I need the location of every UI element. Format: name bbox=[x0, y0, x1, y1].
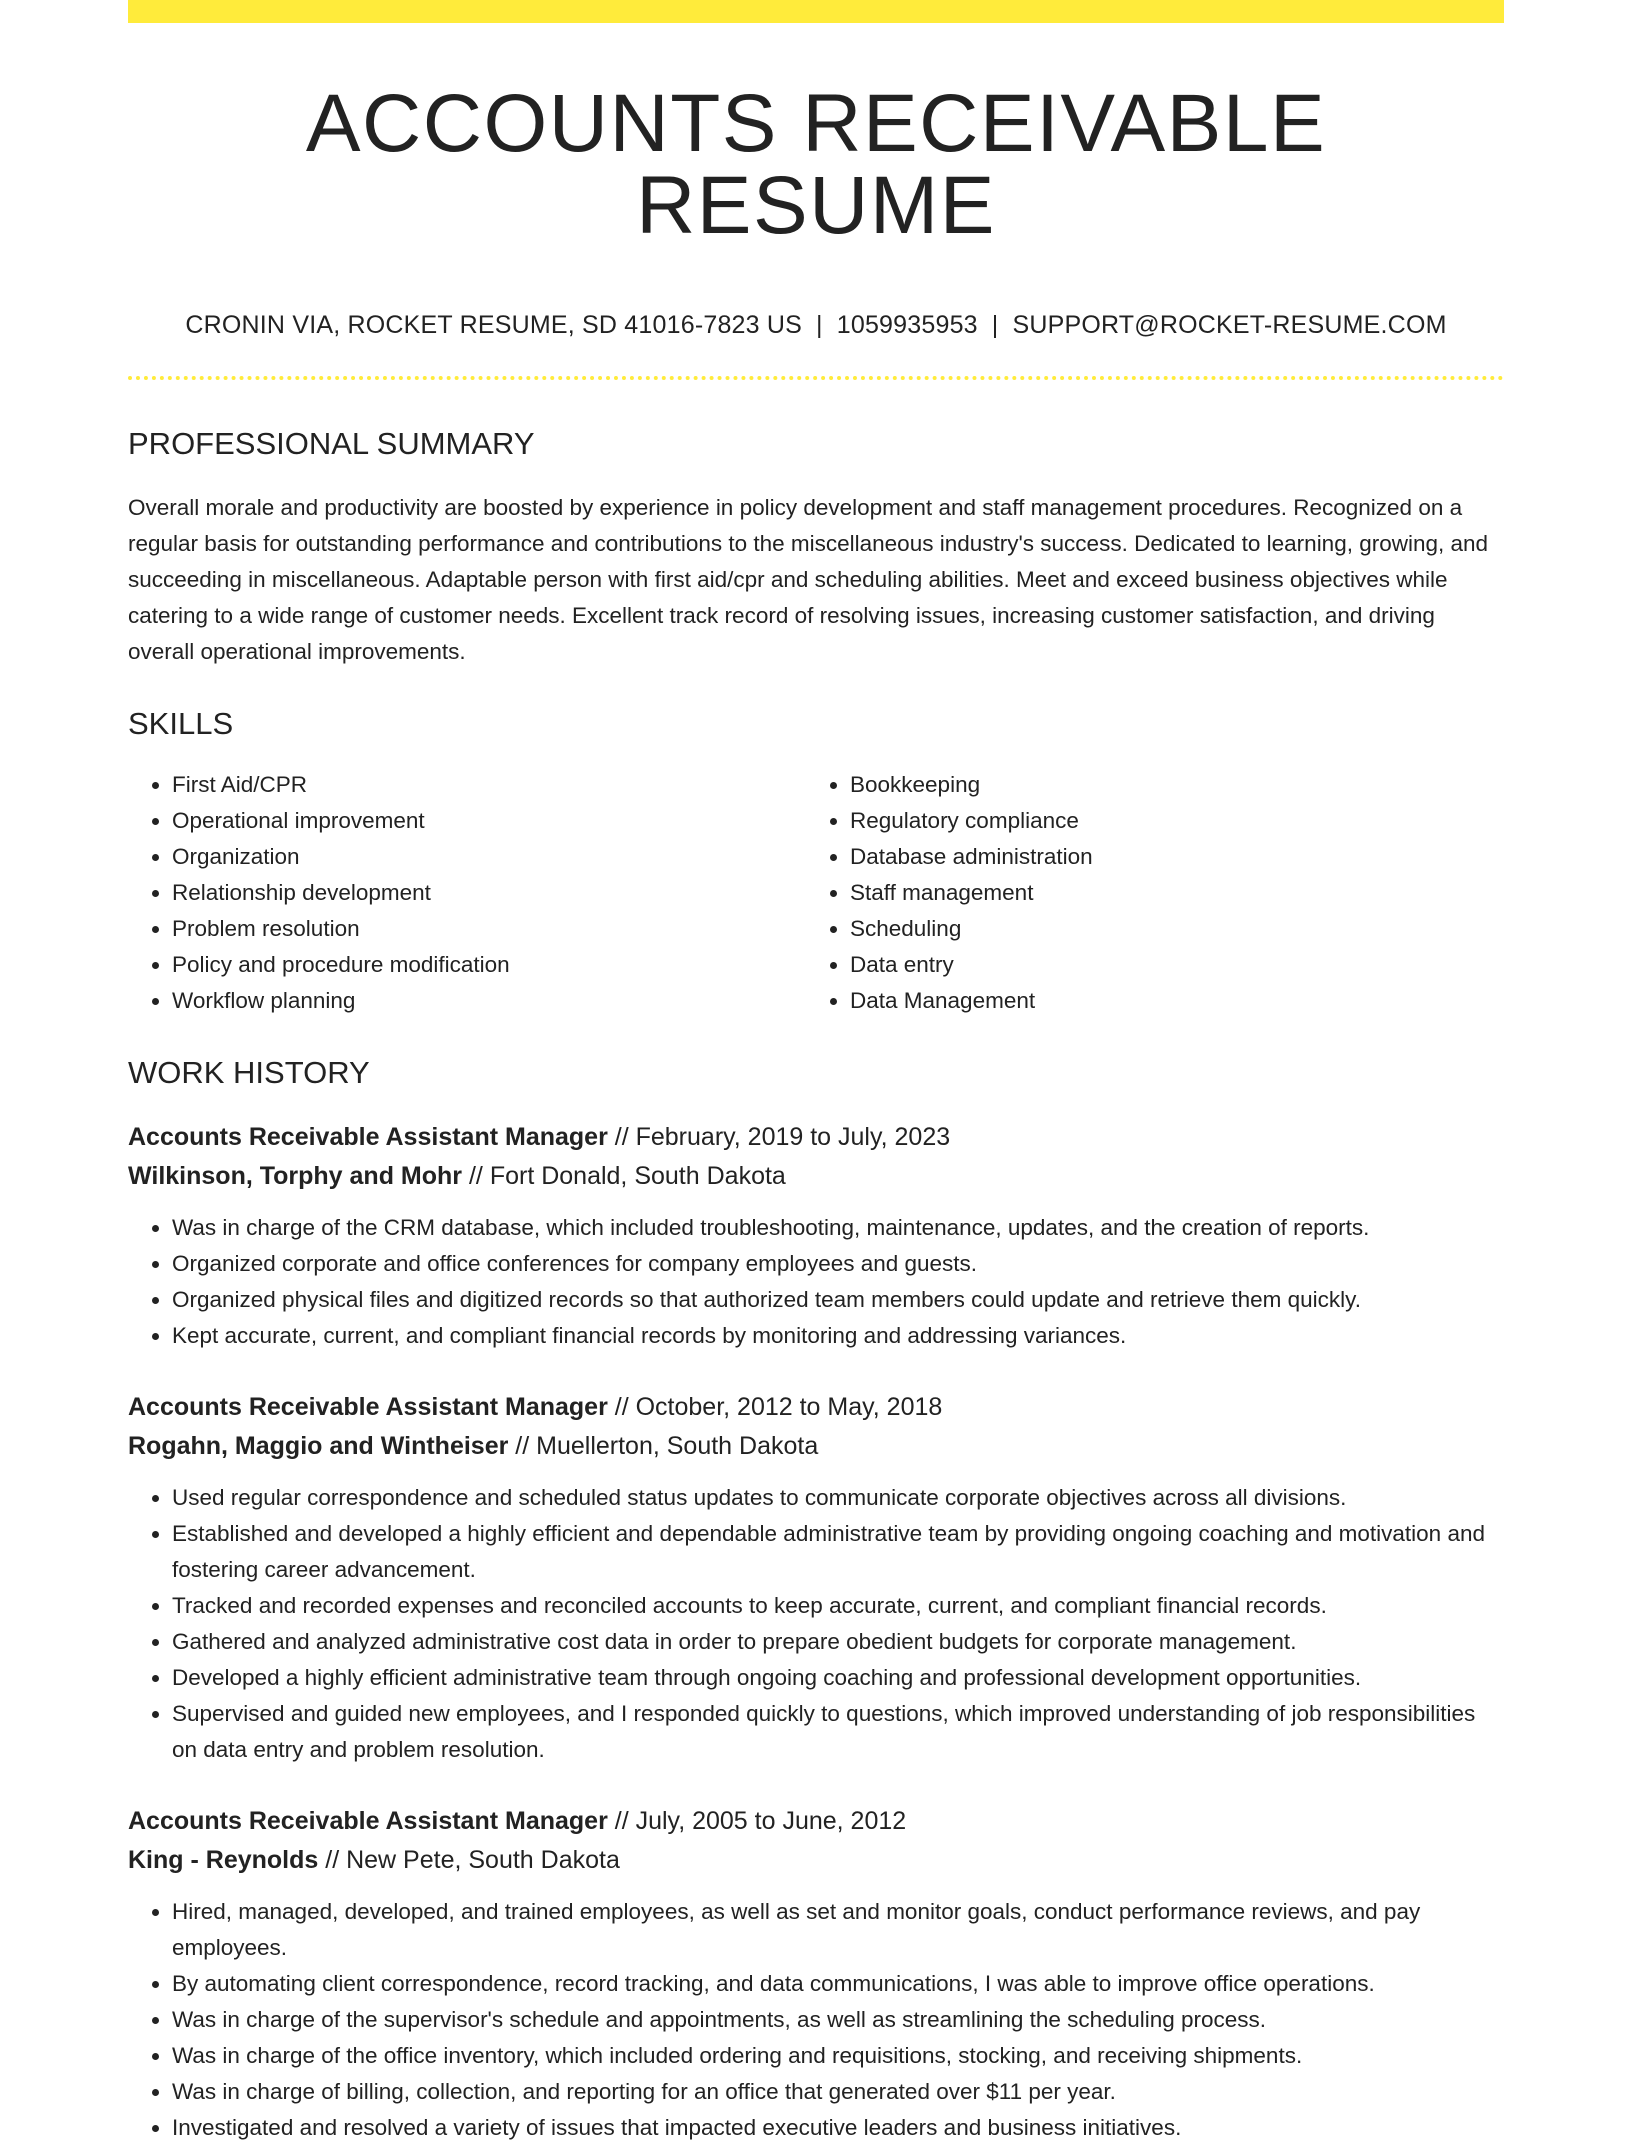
summary-heading: PROFESSIONAL SUMMARY bbox=[128, 426, 535, 461]
job-company-line bbox=[128, 1427, 1504, 1466]
job-bullet: • Gathered and analyzed administrative cost data in order to prepare obedient budgets for corporate management. bbox=[172, 1624, 1504, 1660]
job-location: // Muellerton, South Dakota bbox=[515, 1432, 819, 1460]
job-dates: // October, 2012 to May, 2018 bbox=[614, 1393, 943, 1421]
skill-item: • Data Management bbox=[850, 983, 1484, 1019]
skills-list-left bbox=[128, 767, 806, 1019]
skill-item: • Relationship development bbox=[172, 875, 806, 911]
contact-phone: 1059935953 bbox=[836, 311, 978, 339]
skill-item: • Organization bbox=[172, 839, 806, 875]
job-dates: // February, 2019 to July, 2023 bbox=[614, 1123, 951, 1151]
skills-heading: SKILLS bbox=[128, 706, 234, 741]
job-bullet: • Tracked and recorded expenses and reconciled accounts to keep accurate, current, and compliant financial records. bbox=[172, 1588, 1504, 1624]
skill-item: • First Aid/CPR bbox=[172, 767, 806, 803]
job-title: Accounts Receivable Assistant Manager bbox=[128, 1123, 608, 1151]
job-title-line bbox=[128, 1802, 1504, 1841]
skill-item: • Database administration bbox=[850, 839, 1484, 875]
job-bullet: • Was in charge of billing, collection, and reporting for an office that generated over $11 per year. bbox=[172, 2074, 1504, 2110]
job-bullet: • Was in charge of the office inventory, which included ordering and requisitions, stocking, and receiving shipments. bbox=[172, 2038, 1504, 2074]
job-company: Wilkinson, Torphy and Mohr bbox=[128, 1162, 463, 1190]
skill-item: • Problem resolution bbox=[172, 911, 806, 947]
job-entry bbox=[128, 1388, 1504, 1768]
skill-item: • Bookkeeping bbox=[850, 767, 1484, 803]
job-bullet: • Was in charge of the supervisor's schedule and appointments, as well as streamlining the scheduling process. bbox=[172, 2002, 1504, 2038]
job-bullet: • Hired, managed, developed, and trained employees, as well as set and monitor goals, conduct performance reviews, and pay employees. bbox=[172, 1894, 1504, 1966]
job-location: // New Pete, South Dakota bbox=[325, 1846, 620, 1874]
job-bullet: • Established and developed a highly efficient and dependable administrative team by providing ongoing coaching and motivation and fostering career advancement. bbox=[172, 1516, 1504, 1588]
job-bullet: • Investigated and resolved a variety of issues that impacted executive leaders and business initiatives. bbox=[172, 2110, 1504, 2146]
job-bullets bbox=[128, 1480, 1504, 1768]
skill-item: • Data entry bbox=[850, 947, 1484, 983]
skill-item: • Regulatory compliance bbox=[850, 803, 1484, 839]
job-dates: // July, 2005 to June, 2012 bbox=[614, 1807, 907, 1835]
job-title: Accounts Receivable Assistant Manager bbox=[128, 1393, 608, 1421]
work-history-heading: WORK HISTORY bbox=[128, 1055, 370, 1090]
job-bullet: • Kept accurate, current, and compliant financial records by monitoring and addressing variances. bbox=[172, 1318, 1504, 1354]
job-company: King - Reynolds bbox=[128, 1846, 319, 1874]
contact-separator: | bbox=[991, 311, 999, 339]
job-bullet: • Developed a highly efficient administrative team through ongoing coaching and professional development opportunities. bbox=[172, 1660, 1504, 1696]
job-bullet: • Supervised and guided new employees, and I responded quickly to questions, which improved understanding of job responsibilities on data entry and problem resolution. bbox=[172, 1696, 1504, 1768]
job-company-line bbox=[128, 1157, 1504, 1196]
skill-item: • Staff management bbox=[850, 875, 1484, 911]
skills-columns bbox=[128, 767, 1504, 1019]
job-location: // Fort Donald, South Dakota bbox=[468, 1162, 786, 1190]
job-bullet: • Used regular correspondence and scheduled status updates to communicate corporate objectives across all divisions. bbox=[172, 1480, 1504, 1516]
contact-email: SUPPORT@ROCKET-RESUME.COM bbox=[1012, 311, 1447, 339]
job-bullet: • By automating client correspondence, record tracking, and data communications, I was able to improve office operations. bbox=[172, 1966, 1504, 2002]
job-bullet: • Organized corporate and office conferences for company employees and guests. bbox=[172, 1246, 1504, 1282]
contact-address: CRONIN VIA, ROCKET RESUME, SD 41016-7823 US bbox=[185, 311, 803, 339]
job-entry bbox=[128, 1118, 1504, 1354]
job-company-line bbox=[128, 1841, 1504, 1880]
resume-page bbox=[128, 0, 1504, 2146]
header-divider bbox=[128, 376, 1504, 380]
contact-line bbox=[128, 311, 1504, 340]
page-title: ACCOUNTS RECEIVABLE RESUME bbox=[305, 78, 1327, 251]
job-bullet: • Was in charge of the CRM database, which included troubleshooting, maintenance, updates, and the creation of reports. bbox=[172, 1210, 1504, 1246]
skill-item: • Operational improvement bbox=[172, 803, 806, 839]
job-bullets bbox=[128, 1894, 1504, 2146]
job-title-line bbox=[128, 1118, 1504, 1157]
job-bullet: • Organized physical files and digitized records so that authorized team members could update and retrieve them quickly. bbox=[172, 1282, 1504, 1318]
job-entry bbox=[128, 1802, 1504, 2146]
top-accent-bar bbox=[128, 0, 1504, 23]
summary-text: Overall morale and productivity are boosted by experience in policy development and staff management procedures. Recognized on a regular basis for outstanding performance and contributions to the miscellaneous industry's success. Dedicated to learning, growing, and succeeding in miscellaneous. Adaptable person with first aid/cpr and scheduling abilities. Meet and exceed business objectives while catering to a wide range of customer needs. Excellent track record of resolving issues, increasing customer satisfaction, and driving overall operational improvements. bbox=[128, 495, 1489, 664]
skill-item: • Scheduling bbox=[850, 911, 1484, 947]
job-title-line bbox=[128, 1388, 1504, 1427]
job-title: Accounts Receivable Assistant Manager bbox=[128, 1807, 608, 1835]
skills-list-right bbox=[806, 767, 1484, 1019]
contact-separator: | bbox=[816, 311, 823, 339]
job-company: Rogahn, Maggio and Wintheiser bbox=[128, 1432, 509, 1460]
skill-item: • Workflow planning bbox=[172, 983, 806, 1019]
skill-item: • Policy and procedure modification bbox=[172, 947, 806, 983]
job-bullets bbox=[128, 1210, 1504, 1354]
